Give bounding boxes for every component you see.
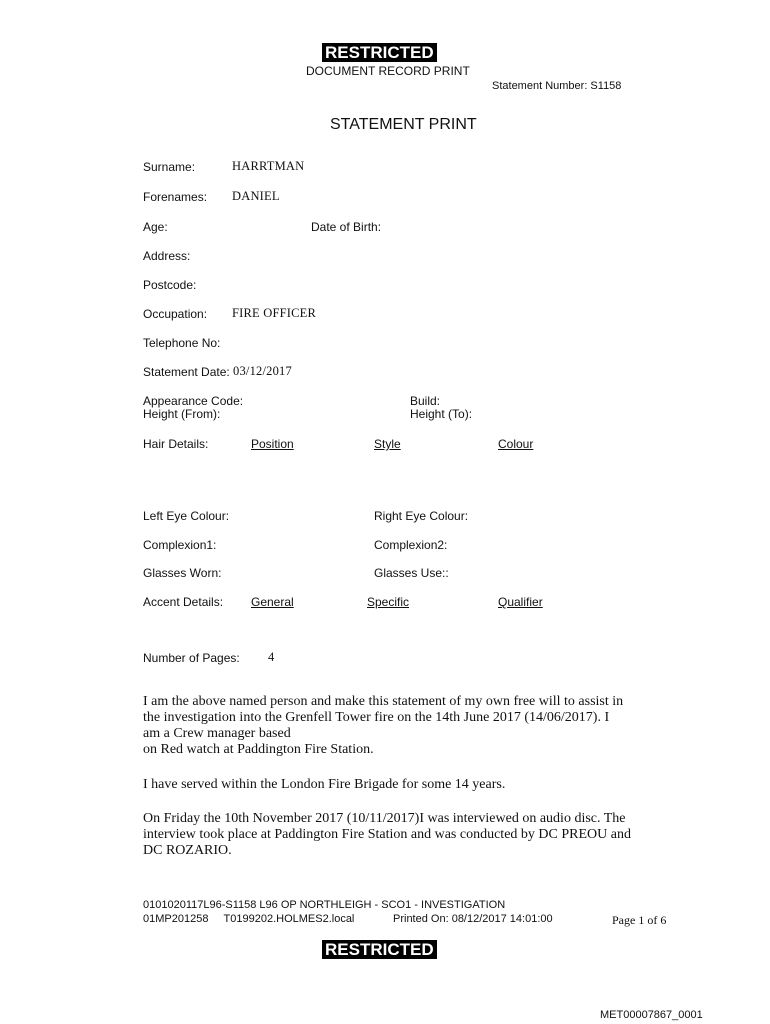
statement-date-label: Statement Date: — [143, 365, 230, 379]
age-label: Age: — [143, 220, 168, 234]
number-of-pages-value: 4 — [268, 650, 275, 664]
restricted-banner-bottom: RESTRICTED — [322, 940, 437, 959]
document-reference: MET00007867_0001 — [600, 1009, 703, 1021]
statement-paragraph-3: On Friday the 10th November 2017 (10/11/2017)I was interviewed on audio disc. The interview took place at Paddington Fire Station and was conducted by DC PREOU and DC ROZARIO. — [143, 811, 631, 858]
statement-paragraph-1-line4: on Red watch at Paddington Fire Station. — [143, 742, 374, 757]
height-to-label: Height (To): — [410, 407, 473, 421]
telephone-label: Telephone No: — [143, 336, 221, 350]
statement-date-value: 03/12/2017 — [233, 364, 292, 378]
hair-details-label: Hair Details: — [143, 437, 209, 451]
footer-host-line: 01MP201258 T0199202.HOLMES2.local — [143, 913, 355, 925]
accent-specific-header: Specific — [367, 595, 410, 609]
glasses-use-label: Glasses Use:: — [374, 566, 449, 580]
height-from-label: Height (From): — [143, 407, 221, 421]
page-number: Page 1 of 6 — [612, 913, 667, 927]
right-eye-label: Right Eye Colour: — [374, 509, 469, 523]
footer-reference-line: 0101020117L96-S1158 L96 OP NORTHLEIGH - SCO1 - INVESTIGATION — [143, 899, 506, 911]
left-eye-label: Left Eye Colour: — [143, 509, 230, 523]
build-label: Build: — [410, 394, 441, 408]
surname-label: Surname: — [143, 160, 196, 174]
surname-value: HARRTMAN — [232, 159, 305, 173]
printed-on: Printed On: 08/12/2017 14:01:00 — [393, 913, 553, 925]
hair-style-header: Style — [374, 437, 401, 451]
statement-number: Statement Number: S1158 — [492, 80, 622, 92]
appearance-code-label: Appearance Code: — [143, 394, 244, 408]
accent-general-header: General — [251, 595, 294, 609]
occupation-value: FIRE OFFICER — [232, 306, 317, 320]
occupation-label: Occupation: — [143, 307, 208, 321]
forenames-label: Forenames: — [143, 190, 208, 204]
document-record-print: DOCUMENT RECORD PRINT — [306, 64, 470, 78]
accent-qualifier-header: Qualifier — [498, 595, 543, 609]
statement-paragraph-1-line3: am a Crew manager based — [143, 726, 291, 741]
accent-details-label: Accent Details: — [143, 595, 224, 609]
dob-label: Date of Birth: — [311, 220, 382, 234]
number-of-pages-label: Number of Pages: — [143, 651, 240, 665]
forenames-value: DANIEL — [232, 189, 280, 203]
restricted-banner-top: RESTRICTED — [322, 43, 437, 62]
postcode-label: Postcode: — [143, 278, 197, 292]
hair-colour-header: Colour — [498, 437, 534, 451]
statement-paragraph-1: I am the above named person and make this statement of my own free will to assist in the investigation into the Grenfell Tower fire on the 14th June 2017 (14/06/2017). I — [143, 694, 624, 725]
glasses-worn-label: Glasses Worn: — [143, 566, 222, 580]
statement-paragraph-2: I have served within the London Fire Brigade for some 14 years. — [143, 777, 506, 792]
page-title: STATEMENT PRINT — [330, 116, 477, 133]
address-label: Address: — [143, 249, 191, 263]
complexion2-label: Complexion2: — [374, 538, 448, 552]
complexion1-label: Complexion1: — [143, 538, 217, 552]
hair-position-header: Position — [251, 437, 294, 451]
